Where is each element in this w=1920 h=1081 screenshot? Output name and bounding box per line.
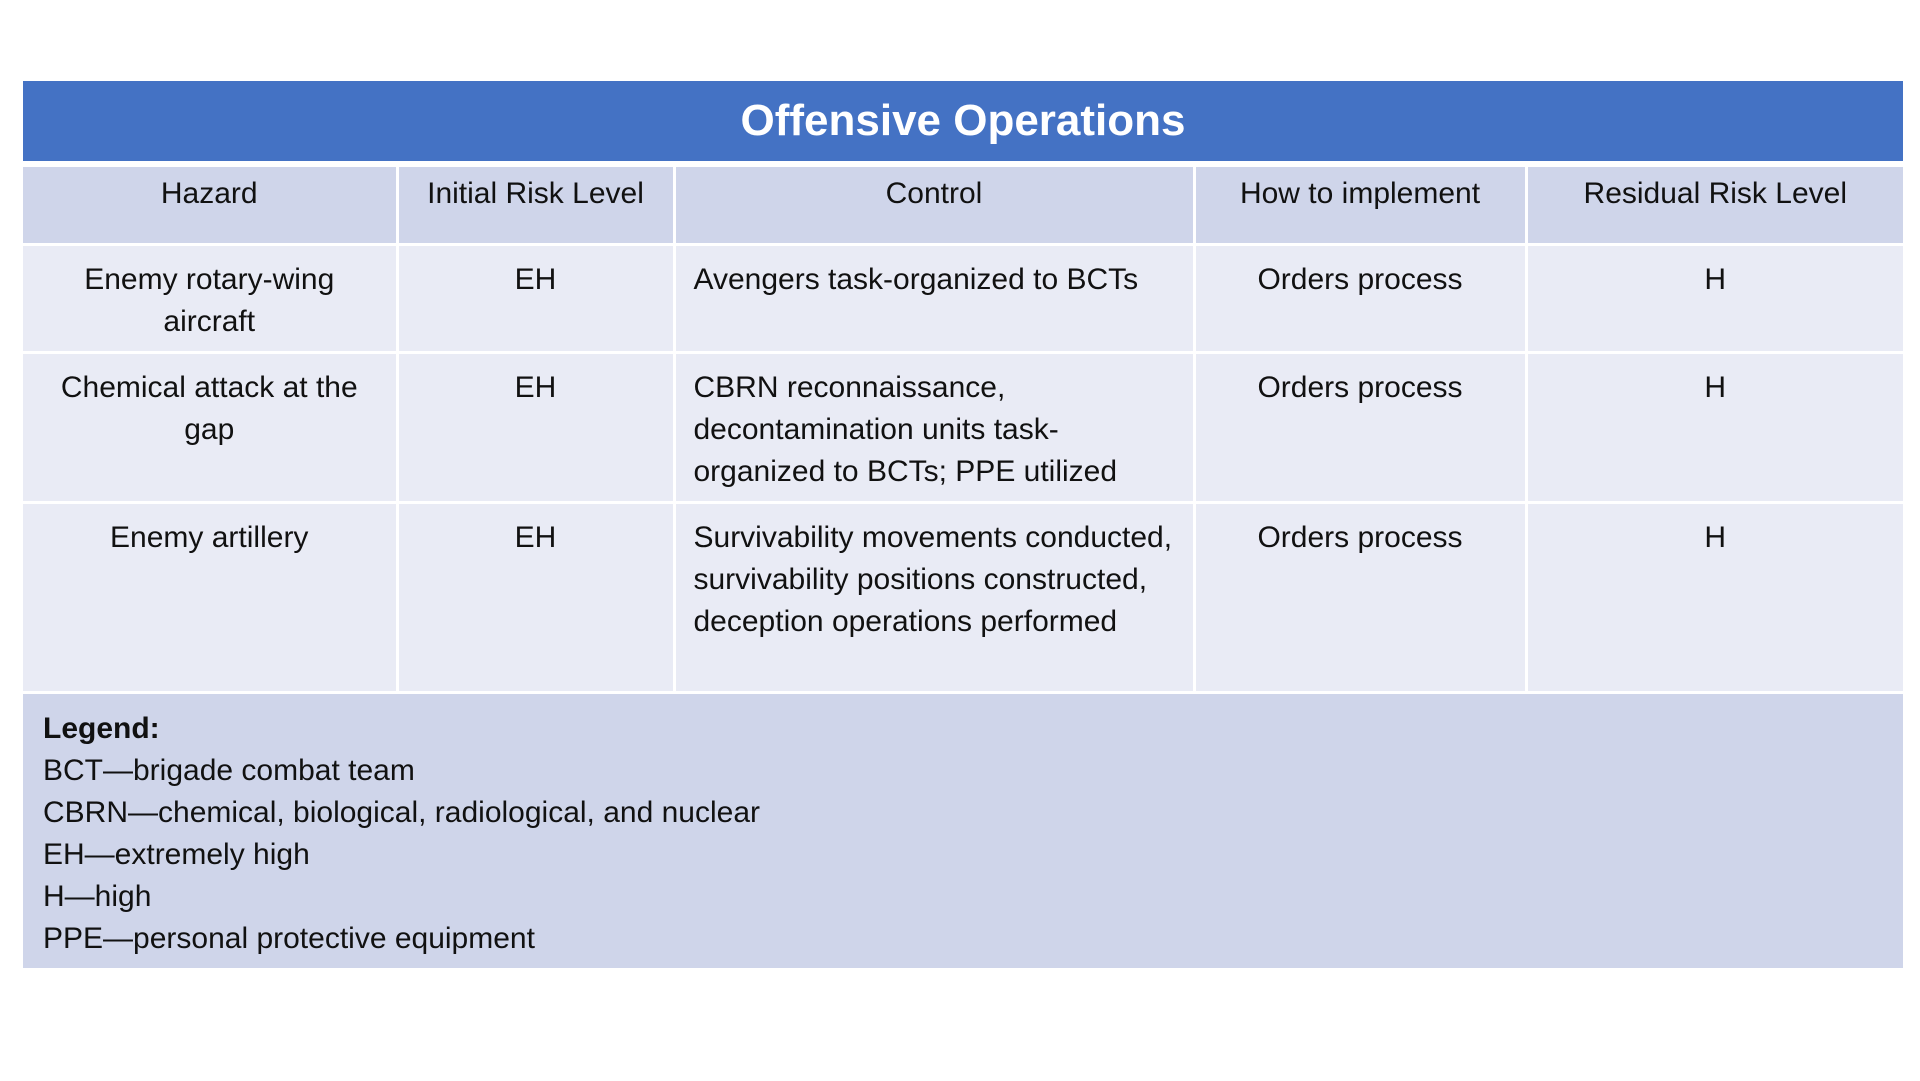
table-row (23, 352, 1903, 502)
hazard-cell: Chemical attack at the gap (23, 352, 397, 502)
initial-risk-cell: EH (397, 502, 674, 692)
table-row (23, 244, 1903, 352)
legend-row (23, 692, 1903, 968)
table-row (23, 502, 1903, 692)
column-header-how-to-implement: How to implement (1194, 164, 1526, 244)
header-row (23, 164, 1903, 244)
legend-item: BCT—brigade combat team (43, 753, 415, 787)
table-title: Offensive Operations (23, 81, 1903, 164)
initial-risk-cell: EH (397, 244, 674, 352)
control-cell: Avengers task-organized to BCTs (674, 244, 1194, 352)
initial-risk-cell: EH (397, 352, 674, 502)
column-header-initial-risk: Initial Risk Level (397, 164, 674, 244)
control-cell: Survivability movements conducted, survivability positions constructed, deception operations performed (674, 502, 1194, 692)
column-header-control: Control (674, 164, 1194, 244)
legend-item: CBRN—chemical, biological, radiological, and nuclear (43, 795, 761, 829)
how-to-implement-cell: Orders process (1194, 502, 1526, 692)
control-cell: CBRN reconnaissance, decontamination units task-organized to BCTs; PPE utilized (674, 352, 1194, 502)
residual-risk-cell: H (1526, 352, 1903, 502)
legend-item: EH—extremely high (43, 837, 310, 871)
risk-assessment-table (23, 81, 1903, 968)
hazard-cell: Enemy rotary-wing aircraft (23, 244, 397, 352)
residual-risk-cell: H (1526, 502, 1903, 692)
residual-risk-cell: H (1526, 244, 1903, 352)
how-to-implement-cell: Orders process (1194, 352, 1526, 502)
how-to-implement-cell: Orders process (1194, 244, 1526, 352)
legend-item: PPE—personal protective equipment (43, 921, 535, 955)
legend-item: H—high (43, 879, 152, 913)
column-header-residual-risk: Residual Risk Level (1526, 164, 1903, 244)
hazard-cell: Enemy artillery (23, 502, 397, 692)
legend (23, 692, 1903, 968)
title-row (23, 81, 1903, 164)
column-header-hazard: Hazard (23, 164, 397, 244)
legend-title: Legend: (43, 711, 160, 745)
